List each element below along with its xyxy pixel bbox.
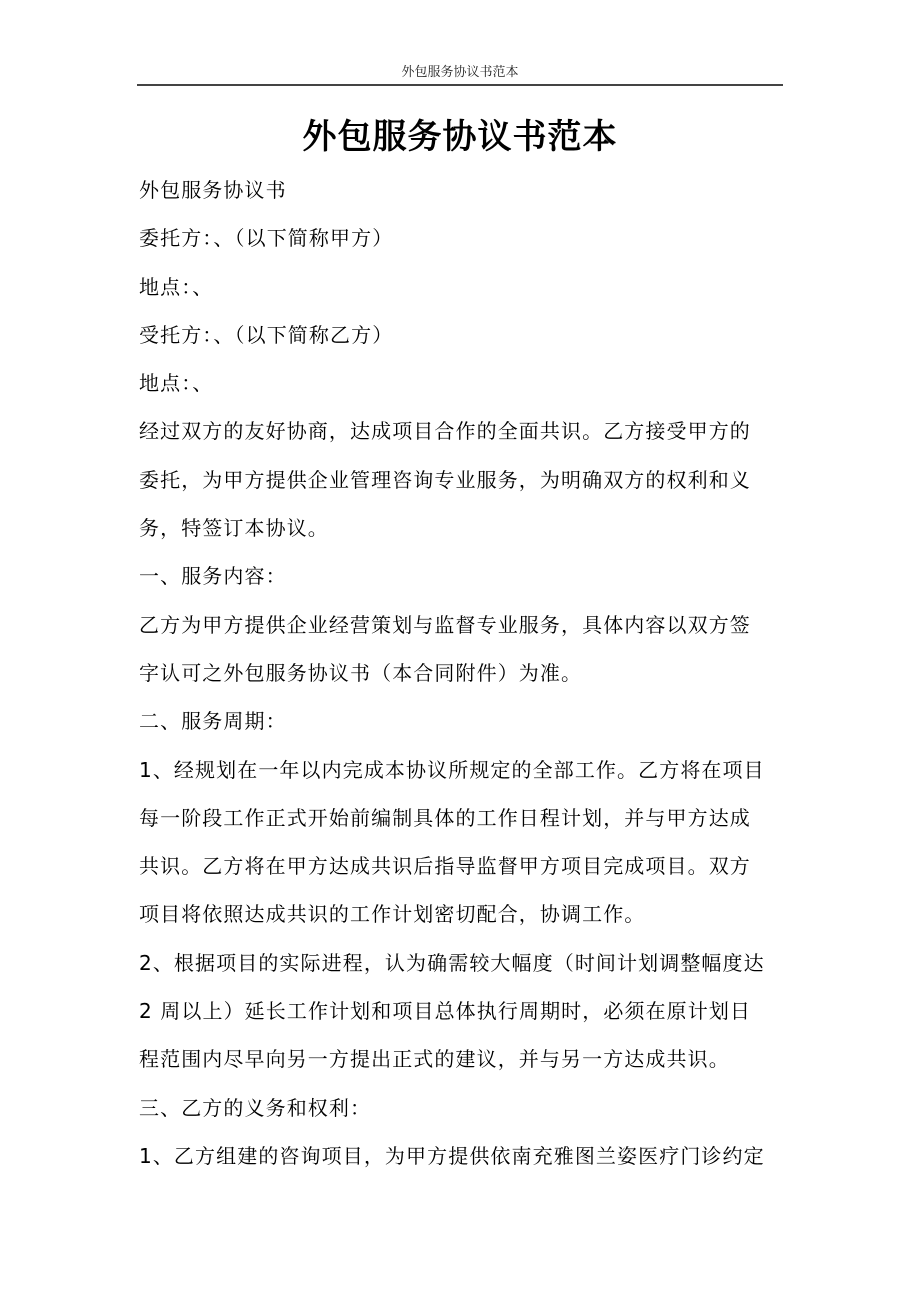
section-heading-3: 三、乙方的义务和权利： — [139, 1095, 372, 1120]
party-b-address-line: 地点：、 — [139, 371, 214, 396]
paragraph-line: 每一阶段工作正式开始前编制具体的工作日程计划，并与甲方达成 — [139, 805, 751, 830]
paragraph-line: 程范围内尽早向另一方提出正式的建议，并与另一方达成共识。 — [139, 1047, 730, 1072]
paragraph-line: 委托，为甲方提供企业管理咨询专业服务，为明确双方的权利和义 — [139, 467, 751, 492]
paragraph-line: 经过双方的友好协商，达成项目合作的全面共识。乙方接受甲方的 — [139, 419, 751, 444]
party-b-line: 受托方：、（以下简称乙方） — [139, 322, 394, 347]
paragraph-line: 共识。乙方将在甲方达成共识后指导监督甲方项目完成项目。双方 — [139, 854, 751, 879]
paragraph-line: 务，特签订本协议。 — [139, 516, 329, 541]
paragraph-line: 2、根据项目的实际进程，认为确需较大幅度（时间计划调整幅度达 — [139, 950, 765, 975]
party-a-line: 委托方：、（以下简称甲方） — [139, 226, 394, 251]
running-header: 外包服务协议书范本 — [401, 65, 519, 80]
paragraph-line: 2 周以上）延长工作计划和项目总体执行周期时，必须在原计划日 — [139, 999, 752, 1024]
paragraph-line: 字认可之外包服务协议书（本合同附件）为准。 — [139, 660, 583, 685]
header-divider — [137, 84, 783, 86]
paragraph-line: 乙方为甲方提供企业经营策划与监督专业服务，具体内容以双方签 — [139, 612, 751, 637]
paragraph-line: 项目将依照达成共识的工作计划密切配合，协调工作。 — [139, 902, 646, 927]
paragraph-line: 1、经规划在一年以内完成本协议所规定的全部工作。乙方将在项目 — [139, 757, 765, 782]
paragraph-line: 1、乙方组建的咨询项目，为甲方提供依南充雅图兰姿医疗门诊约定 — [139, 1143, 765, 1168]
document-title: 外包服务协议书范本 — [302, 117, 618, 157]
document-body — [139, 166, 787, 1180]
subtitle-line: 外包服务协议书 — [139, 178, 287, 202]
section-heading-1: 一、服务内容： — [139, 564, 287, 589]
party-a-address-line: 地点：、 — [139, 274, 214, 299]
section-heading-2: 二、服务周期： — [139, 709, 287, 734]
